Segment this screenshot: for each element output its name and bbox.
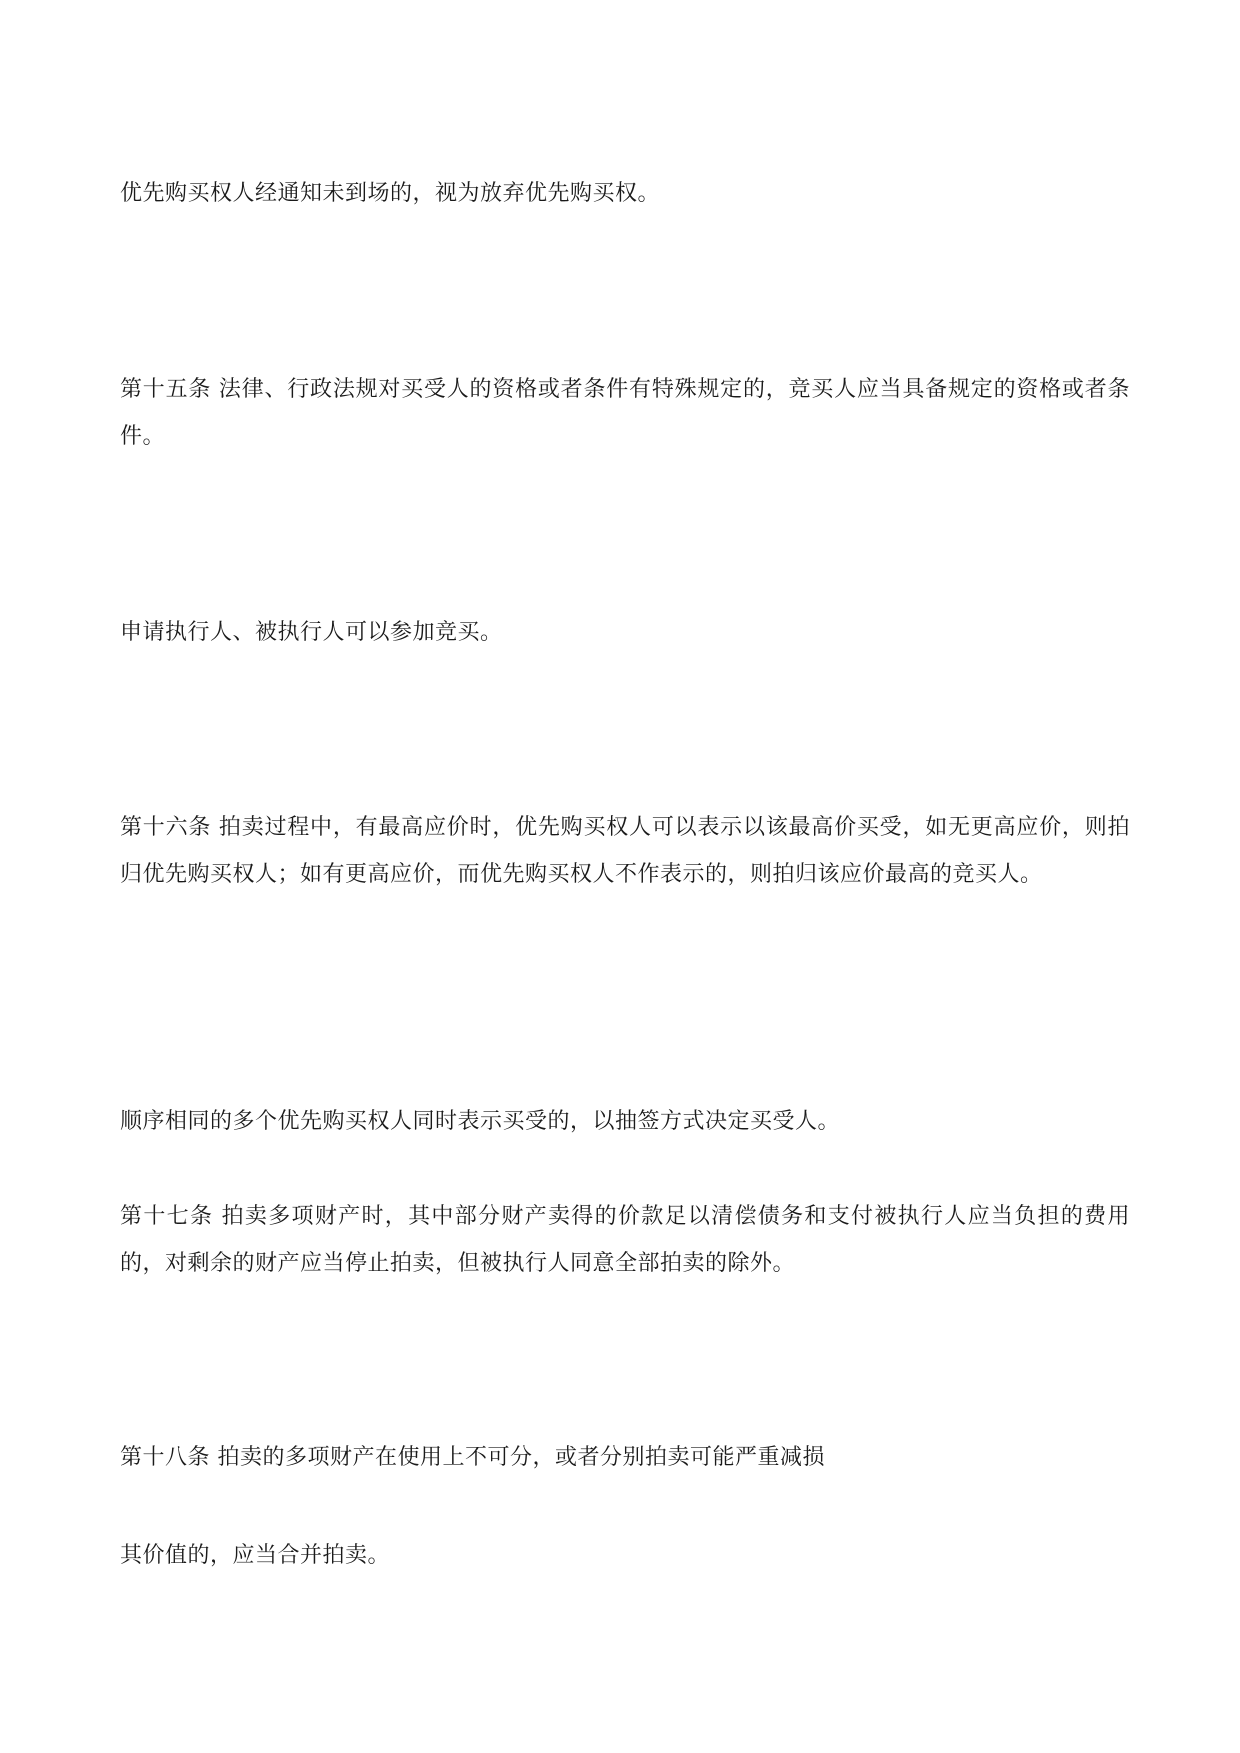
paragraph-priority-notice: 优先购买权人经通知未到场的，视为放弃优先购买权。 [120, 181, 661, 206]
paragraph-article-18-continued: 其价值的，应当合并拍卖。 [120, 1543, 391, 1568]
paragraph-bidding-parties: 申请执行人、被执行人可以参加竞买。 [120, 620, 503, 645]
paragraph-lottery: 顺序相同的多个优先购买权人同时表示买受的，以抽签方式决定买受人。 [120, 1109, 841, 1134]
paragraph-article-16: 第十六条 拍卖过程中，有最高应价时，优先购买权人可以表示以该最高价买受，如无更高应价，则拍归优先购买权人；如有更高应价，而优先购买权人不作表示的，则拍归该应价最高的竞买人。 [120, 815, 1130, 887]
paragraph-article-18: 第十八条 拍卖的多项财产在使用上不可分，或者分别拍卖可能严重减损 [120, 1445, 825, 1470]
paragraph-article-15: 第十五条 法律、行政法规对买受人的资格或者条件有特殊规定的，竞买人应当具备规定的资格或者条件。 [120, 377, 1130, 449]
paragraph-article-17: 第十七条 拍卖多项财产时，其中部分财产卖得的价款足以清偿债务和支付被执行人应当负担的费用的，对剩余的财产应当停止拍卖，但被执行人同意全部拍卖的除外。 [120, 1204, 1130, 1276]
